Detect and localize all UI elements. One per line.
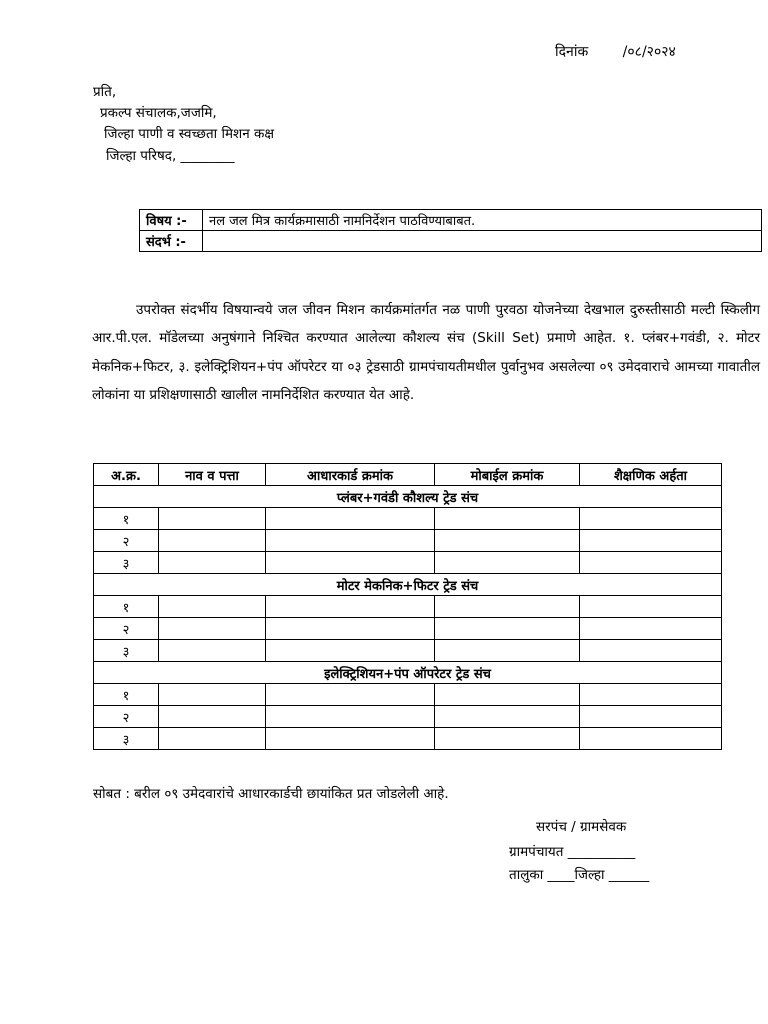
cell-qualification: [580, 684, 722, 706]
table-row: [94, 508, 722, 530]
address-to: प्रति,: [93, 84, 117, 100]
table-row: [94, 640, 722, 662]
cell-mobile: [435, 684, 580, 706]
cell-qualification: [580, 728, 722, 750]
cell-name: [159, 508, 266, 530]
cell-qualification: [580, 640, 722, 662]
table-row: [94, 618, 722, 640]
cell-name: [159, 728, 266, 750]
cell-mobile: [435, 508, 580, 530]
taluka-district-line: तालुका ____जिल्हा ______: [509, 867, 650, 883]
row-number: २: [94, 706, 159, 728]
table-row: [94, 552, 722, 574]
subject-text: नल जल मित्र कार्यक्रमासाठी नामनिर्देशन पाठविण्याबाबत.: [203, 210, 762, 231]
address-line-1: प्रकल्प संचालक,जजमि,: [100, 105, 217, 121]
cell-qualification: [580, 552, 722, 574]
cell-mobile: [435, 706, 580, 728]
group-row-electrician: [94, 662, 722, 684]
group-title-electrician: इलेक्ट्रिशियन+पंप ऑपरेटर ट्रेड संच: [94, 662, 722, 684]
row-number: १: [94, 508, 159, 530]
cell-qualification: [580, 508, 722, 530]
cell-name: [159, 530, 266, 552]
table-row: [94, 706, 722, 728]
header-aadhaar: आधारकार्ड क्रमांक: [266, 464, 435, 486]
header-mobile: मोबाईल क्रमांक: [435, 464, 580, 486]
date-value: /०८/२०२४: [622, 44, 676, 60]
cell-name: [159, 640, 266, 662]
table-row: [94, 684, 722, 706]
table-row: [94, 728, 722, 750]
group-title-motor: मोटर मेकनिक+फिटर ट्रेड संच: [94, 574, 722, 596]
cell-aadhaar: [266, 530, 435, 552]
cell-mobile: [435, 552, 580, 574]
cell-aadhaar: [266, 728, 435, 750]
address-line-2: जिल्हा पाणी व स्वच्छता मिशन कक्ष: [104, 126, 275, 142]
date-label: दिनांक: [555, 44, 589, 60]
cell-qualification: [580, 596, 722, 618]
cell-mobile: [435, 596, 580, 618]
cell-aadhaar: [266, 706, 435, 728]
reference-text: [203, 231, 762, 252]
cell-aadhaar: [266, 684, 435, 706]
cell-mobile: [435, 728, 580, 750]
table-row: [94, 596, 722, 618]
reference-label: संदर्भ :-: [140, 231, 203, 252]
header-name-address: नाव व पत्ता: [159, 464, 266, 486]
group-title-plumber: प्लंबर+गवंडी कौशल्य ट्रेड संच: [94, 486, 722, 508]
body-paragraph: उपरोक्त संदर्भीय विषयान्वये जल जीवन मिशन कार्यक्रमांतर्गत नळ पाणी पुरवठा योजनेच्या देखभाल दुरुस्तीसाठी मल्टी स्किलीग आर.पी.एल. मॉडेलच्या अनुषंगाने निश्चित करण्यात आलेल्या कौशल्य संच (Skill Set) प्रमाणे आहेत. १. प्लंबर+गवंडी, २. मोटर मेकनिक+फिटर, ३. इलेक्ट्रिशियन+पंप ऑपरेटर या ०३ ट्रेडसाठी ग्रामपंचायतीमधील पुर्वानुभव असलेल्या ०९ उमेदवाराचे आमच्या गावातील लोकांना या प्रशिक्षणासाठी खालील नामनिर्देशित करण्यात येत आहे.: [92, 302, 760, 404]
subject-table: [139, 209, 762, 252]
cell-aadhaar: [266, 508, 435, 530]
gram-panchayat-line: ग्रामपंचायत __________: [509, 844, 636, 860]
row-number: ३: [94, 640, 159, 662]
date-line: [555, 42, 676, 61]
cell-name: [159, 618, 266, 640]
trainee-table: [93, 463, 722, 750]
row-number: २: [94, 530, 159, 552]
cell-qualification: [580, 530, 722, 552]
header-qualification: शैक्षणिक अर्हता: [580, 464, 722, 486]
subject-label: विषय :-: [140, 210, 203, 231]
cell-mobile: [435, 640, 580, 662]
cell-name: [159, 706, 266, 728]
group-row-motor: [94, 574, 722, 596]
attachment-note: सोबत : बरील ०९ उमेदवारांचे आधारकार्डची छायांकित प्रत जोडलेली आहे.: [93, 786, 449, 802]
table-row: [94, 530, 722, 552]
cell-mobile: [435, 530, 580, 552]
row-number: २: [94, 618, 159, 640]
table-header-row: [94, 464, 722, 486]
header-serial: अ.क्र.: [94, 464, 159, 486]
cell-aadhaar: [266, 596, 435, 618]
reference-row: [140, 231, 762, 252]
cell-aadhaar: [266, 640, 435, 662]
cell-name: [159, 684, 266, 706]
row-number: १: [94, 684, 159, 706]
signatory-role: सरपंच / ग्रामसेवक: [536, 819, 627, 835]
cell-mobile: [435, 618, 580, 640]
cell-name: [159, 552, 266, 574]
row-number: ३: [94, 552, 159, 574]
subject-row: [140, 210, 762, 231]
group-row-plumber: [94, 486, 722, 508]
cell-aadhaar: [266, 552, 435, 574]
cell-qualification: [580, 618, 722, 640]
row-number: १: [94, 596, 159, 618]
cell-name: [159, 596, 266, 618]
cell-qualification: [580, 706, 722, 728]
cell-aadhaar: [266, 618, 435, 640]
address-line-3: जिल्हा परिषद, ________: [106, 148, 235, 164]
row-number: ३: [94, 728, 159, 750]
